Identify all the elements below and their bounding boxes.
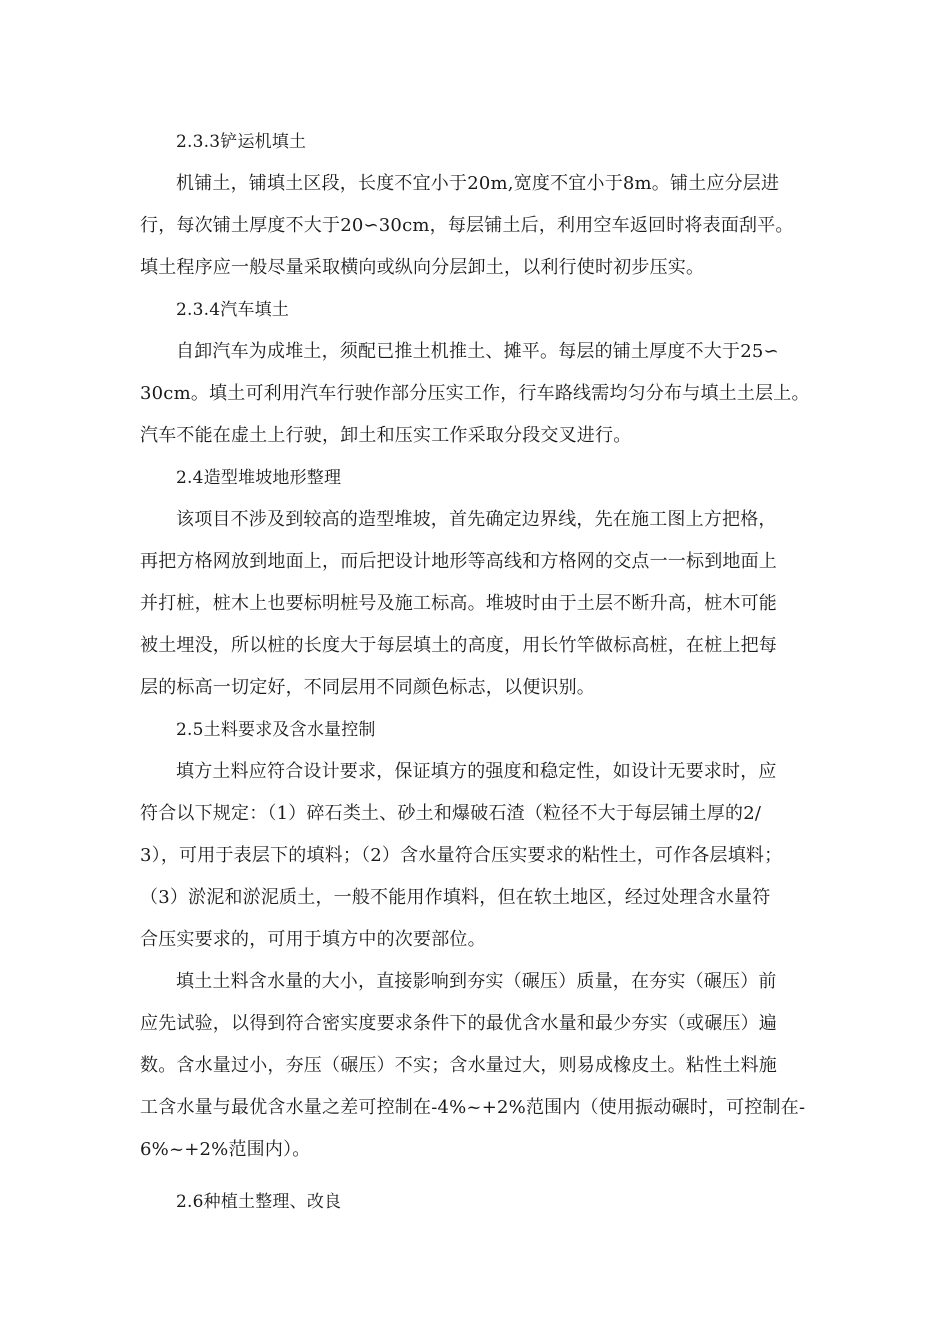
paragraph-line: 并打桩，桩木上也要标明桩号及施工标高。堆坡时由于土层不断升高，桩木可能 [140,593,777,614]
paragraph-line: 6%~+2%范围内）。 [140,1139,311,1160]
paragraph-line: 合压实要求的，可用于填方中的次要部位。 [140,929,486,950]
paragraph-line: 填土土料含水量的大小，直接影响到夯实（碾压）质量，在夯实（碾压）前 [176,971,777,992]
section-heading-2-6: 2.6种植土整理、改良 [176,1192,342,1212]
paragraph-line: 被土埋没，所以桩的长度大于每层填土的高度，用长竹竿做标高桩，在桩上把每 [140,635,777,656]
paragraph-line: 汽车不能在虚土上行驶，卸土和压实工作采取分段交叉进行。 [140,425,632,446]
section-heading-2-4: 2.4造型堆坡地形整理 [176,468,342,488]
section-heading-2-3-4: 2.3.4汽车填土 [176,300,290,320]
paragraph-line: 应先试验，以得到符合密实度要求条件下的最优含水量和最少夯实（或碾压）遍 [140,1013,777,1034]
paragraph-line: （3）淤泥和淤泥质土，一般不能用作填料，但在软土地区，经过处理含水量符 [140,887,771,908]
paragraph-line: 填土程序应一般尽量采取横向或纵向分层卸土，以利行使时初步压实。 [140,257,705,278]
paragraph-line: 该项目不涉及到较高的造型堆坡，首先确定边界线，先在施工图上方把格， [176,509,777,530]
paragraph-line: 行，每次铺土厚度不大于20∽30cm，每层铺土后，利用空车返回时将表面刮平。 [140,215,794,236]
paragraph-line: 层的标高一切定好，不同层用不同颜色标志，以便识别。 [140,677,595,698]
paragraph-line: 3），可用于表层下的填料；（2）含水量符合压实要求的粘性土，可作各层填料； [140,845,783,866]
paragraph-line: 数。含水量过小，夯压（碾压）不实；含水量过大，则易成橡皮土。粘性土料施 [140,1055,777,1076]
section-heading-2-5: 2.5土料要求及含水量控制 [176,720,376,740]
paragraph-line: 自卸汽车为成堆土，须配已推土机推土、摊平。每层的铺土厚度不大于25∽ [176,341,779,362]
paragraph-line: 填方土料应符合设计要求，保证填方的强度和稳定性，如设计无要求时，应 [176,761,777,782]
paragraph-line: 机铺土，铺填土区段，长度不宜小于20m,宽度不宜小于8m。铺土应分层进 [176,173,780,194]
paragraph-line: 符合以下规定：（1）碎石类土、砂土和爆破石渣（粒径不大于每层铺土厚的2/ [140,803,762,824]
paragraph-line: 再把方格网放到地面上，而后把设计地形等高线和方格网的交点一一标到地面上 [140,551,777,572]
paragraph-line: 30cm。填土可利用汽车行驶作部分压实工作，行车路线需均匀分布与填土土层上。 [140,383,810,404]
paragraph-line: 工含水量与最优含水量之差可控制在-4%~+2%范围内（使用振动碾时，可控制在- [140,1097,806,1118]
section-heading-2-3-3: 2.3.3铲运机填土 [176,132,307,152]
